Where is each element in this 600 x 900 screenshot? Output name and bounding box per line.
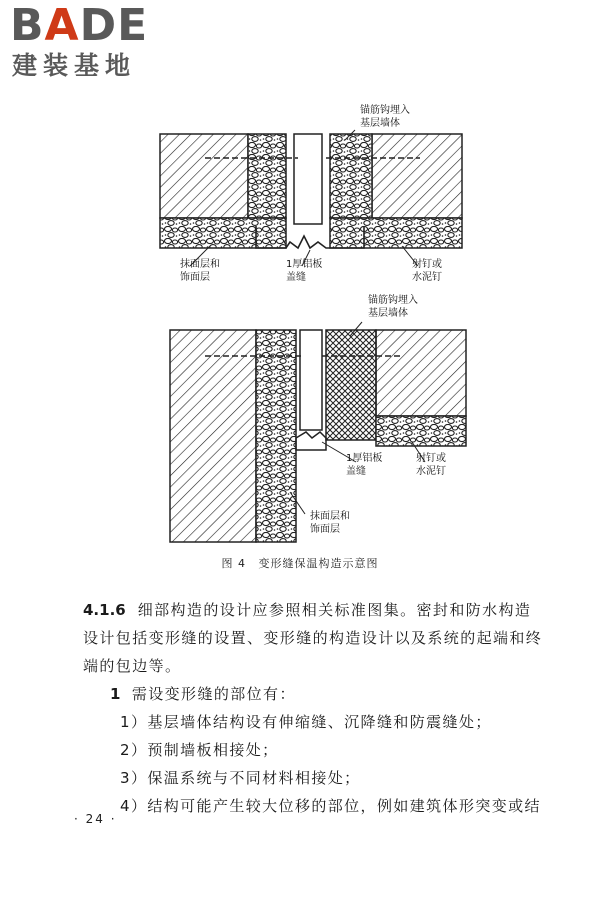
label-anchor-hook-2: 锚筋钩埋入 基层墙体 (368, 295, 418, 319)
diagram-1 (150, 105, 480, 298)
label-nail-2: 射钉或 水泥钉 (416, 453, 446, 477)
label-nail: 射钉或 水泥钉 (412, 259, 442, 283)
figure-title: 变形缝保温构造示意图 (258, 557, 379, 570)
figure-caption (0, 555, 600, 571)
page-number: · 24 · (74, 812, 117, 826)
label-anchor-hook: 锚筋钩埋入 基层墙体 (360, 105, 410, 129)
section-line-3: 端的包边等。 (83, 657, 182, 675)
item-text: 需设变形缝的部位有： (131, 685, 296, 703)
sub-item: 4）结构可能产生较大位移的部位，例如建筑体形突变或结 (120, 797, 541, 815)
label-aluminum-cover-2: 1厚铝板 盖缝 (346, 453, 383, 477)
label-finish-layer: 抹面层和 饰面层 (180, 259, 220, 283)
section-text-1: 细部构造的设计应参照相关标准图集。密封和防水构造 (137, 601, 532, 619)
item-number: 1 (110, 685, 122, 703)
label-finish-layer-2: 抹面层和 饰面层 (310, 511, 350, 535)
section-line-1 (83, 598, 553, 622)
sub-item: 2）预制墙板相接处； (120, 741, 279, 759)
list-item-1 (110, 682, 296, 706)
section-line-2: 设计包括变形缝的设置、变形缝的构造设计以及系统的起端和终 (83, 629, 543, 647)
label-aluminum-cover: 1厚铝板 盖缝 (286, 259, 323, 283)
sub-item: 3）保温系统与不同材料相接处； (120, 769, 361, 787)
diagram-2 (150, 292, 480, 550)
sub-item: 1）基层墙体结构设有伸缩缝、沉降缝和防震缝处； (120, 713, 492, 731)
logo-subtitle: 建装基地 (12, 51, 137, 80)
section-number: 4.1.6 (83, 601, 126, 619)
logo-brand: BADE (10, 0, 149, 51)
bade-logo (10, 0, 175, 86)
figure-number: 图 4 (221, 557, 246, 570)
